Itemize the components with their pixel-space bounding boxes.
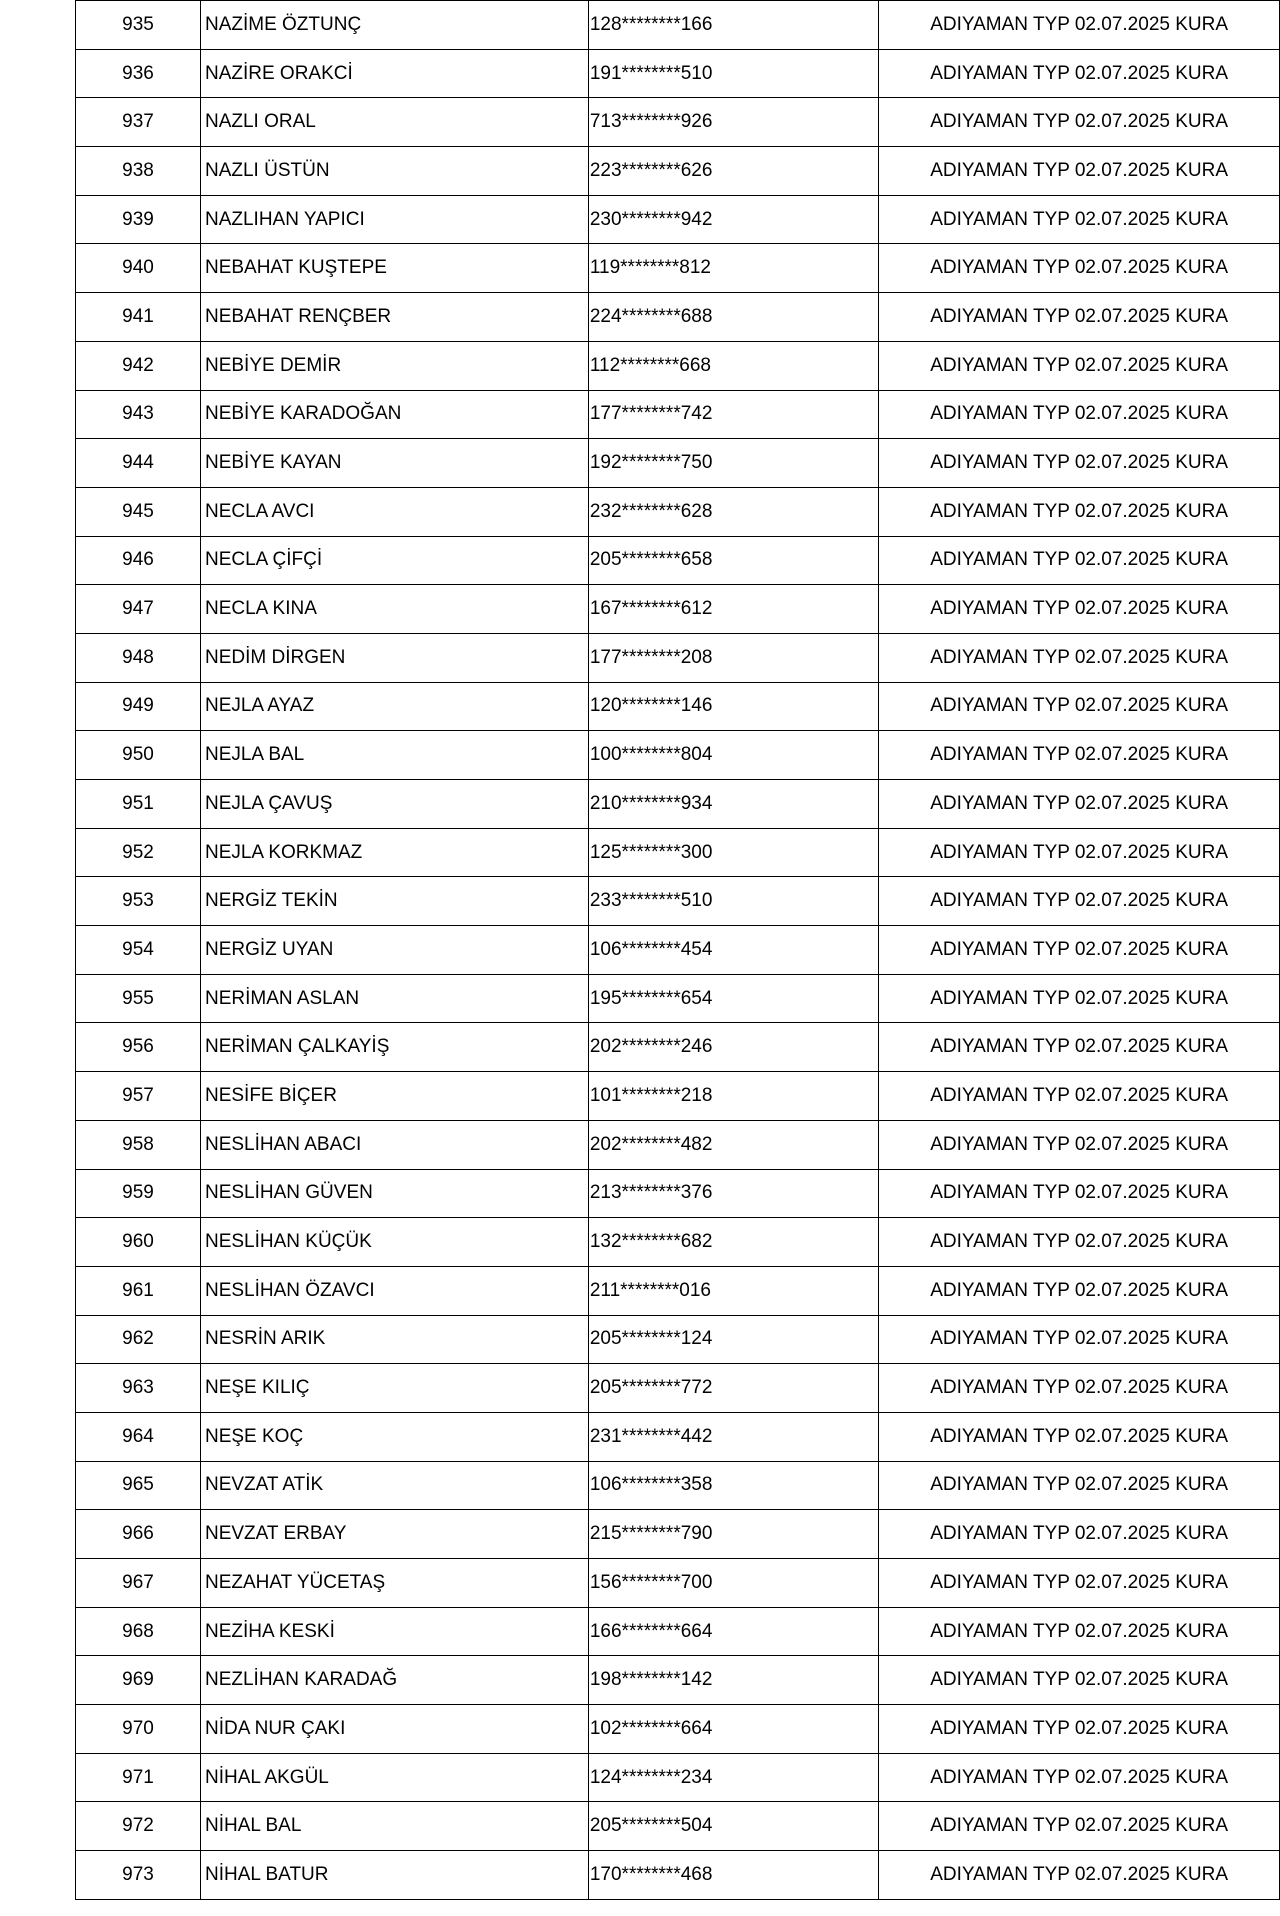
table-row bbox=[76, 487, 1280, 536]
name-cell: NEJLA ÇAVUŞ bbox=[200, 780, 588, 829]
id-number-cell: 177********208 bbox=[588, 633, 878, 682]
row-number-cell: 943 bbox=[76, 390, 201, 439]
name-cell: NEVZAT ERBAY bbox=[200, 1510, 588, 1559]
row-number-cell: 964 bbox=[76, 1412, 201, 1461]
note-cell: ADIYAMAN TYP 02.07.2025 KURA bbox=[879, 877, 1280, 926]
note-cell: ADIYAMAN TYP 02.07.2025 KURA bbox=[879, 195, 1280, 244]
note-cell: ADIYAMAN TYP 02.07.2025 KURA bbox=[879, 585, 1280, 634]
note-cell: ADIYAMAN TYP 02.07.2025 KURA bbox=[879, 1510, 1280, 1559]
name-cell: NERGİZ TEKİN bbox=[200, 877, 588, 926]
id-number-cell: 120********146 bbox=[588, 682, 878, 731]
name-cell: NEDİM DİRGEN bbox=[200, 633, 588, 682]
row-number-cell: 956 bbox=[76, 1023, 201, 1072]
row-number-cell: 973 bbox=[76, 1851, 201, 1900]
note-cell: ADIYAMAN TYP 02.07.2025 KURA bbox=[879, 293, 1280, 342]
table-row bbox=[76, 98, 1280, 147]
row-number-cell: 968 bbox=[76, 1607, 201, 1656]
note-cell: ADIYAMAN TYP 02.07.2025 KURA bbox=[879, 1169, 1280, 1218]
note-cell: ADIYAMAN TYP 02.07.2025 KURA bbox=[879, 1705, 1280, 1754]
note-cell: ADIYAMAN TYP 02.07.2025 KURA bbox=[879, 926, 1280, 975]
id-number-cell: 224********688 bbox=[588, 293, 878, 342]
row-number-cell: 938 bbox=[76, 147, 201, 196]
id-number-cell: 195********654 bbox=[588, 974, 878, 1023]
name-cell: NAZİRE ORAKCİ bbox=[200, 49, 588, 98]
note-cell: ADIYAMAN TYP 02.07.2025 KURA bbox=[879, 1461, 1280, 1510]
name-cell: NAZLI ÜSTÜN bbox=[200, 147, 588, 196]
table-row bbox=[76, 877, 1280, 926]
name-cell: NERİMAN ASLAN bbox=[200, 974, 588, 1023]
row-number-cell: 946 bbox=[76, 536, 201, 585]
id-number-cell: 213********376 bbox=[588, 1169, 878, 1218]
table-row bbox=[76, 974, 1280, 1023]
name-cell: NERGİZ UYAN bbox=[200, 926, 588, 975]
note-cell: ADIYAMAN TYP 02.07.2025 KURA bbox=[879, 341, 1280, 390]
table-row bbox=[76, 731, 1280, 780]
id-number-cell: 232********628 bbox=[588, 487, 878, 536]
name-cell: NESLİHAN GÜVEN bbox=[200, 1169, 588, 1218]
row-number-cell: 971 bbox=[76, 1753, 201, 1802]
table-row bbox=[76, 1315, 1280, 1364]
name-cell: NEBAHAT KUŞTEPE bbox=[200, 244, 588, 293]
id-number-cell: 211********016 bbox=[588, 1266, 878, 1315]
name-cell: NEBAHAT RENÇBER bbox=[200, 293, 588, 342]
note-cell: ADIYAMAN TYP 02.07.2025 KURA bbox=[879, 1315, 1280, 1364]
name-cell: NECLA ÇİFÇİ bbox=[200, 536, 588, 585]
note-cell: ADIYAMAN TYP 02.07.2025 KURA bbox=[879, 98, 1280, 147]
note-cell: ADIYAMAN TYP 02.07.2025 KURA bbox=[879, 487, 1280, 536]
name-cell: NİDA NUR ÇAKI bbox=[200, 1705, 588, 1754]
note-cell: ADIYAMAN TYP 02.07.2025 KURA bbox=[879, 1559, 1280, 1608]
table-row bbox=[76, 633, 1280, 682]
row-number-cell: 937 bbox=[76, 98, 201, 147]
name-cell: NEVZAT ATİK bbox=[200, 1461, 588, 1510]
id-number-cell: 231********442 bbox=[588, 1412, 878, 1461]
note-cell: ADIYAMAN TYP 02.07.2025 KURA bbox=[879, 1218, 1280, 1267]
id-number-cell: 125********300 bbox=[588, 828, 878, 877]
note-cell: ADIYAMAN TYP 02.07.2025 KURA bbox=[879, 1072, 1280, 1121]
note-cell: ADIYAMAN TYP 02.07.2025 KURA bbox=[879, 1266, 1280, 1315]
row-number-cell: 962 bbox=[76, 1315, 201, 1364]
row-number-cell: 955 bbox=[76, 974, 201, 1023]
row-number-cell: 954 bbox=[76, 926, 201, 975]
table-row bbox=[76, 828, 1280, 877]
note-cell: ADIYAMAN TYP 02.07.2025 KURA bbox=[879, 1120, 1280, 1169]
name-cell: NİHAL AKGÜL bbox=[200, 1753, 588, 1802]
id-number-cell: 128********166 bbox=[588, 1, 878, 50]
table-row bbox=[76, 390, 1280, 439]
note-cell: ADIYAMAN TYP 02.07.2025 KURA bbox=[879, 731, 1280, 780]
row-number-cell: 947 bbox=[76, 585, 201, 634]
row-number-cell: 948 bbox=[76, 633, 201, 682]
id-number-cell: 102********664 bbox=[588, 1705, 878, 1754]
id-number-cell: 167********612 bbox=[588, 585, 878, 634]
id-number-cell: 170********468 bbox=[588, 1851, 878, 1900]
name-cell: NEZİHA KESKİ bbox=[200, 1607, 588, 1656]
table-row bbox=[76, 1023, 1280, 1072]
id-number-cell: 198********142 bbox=[588, 1656, 878, 1705]
id-number-cell: 132********682 bbox=[588, 1218, 878, 1267]
table-row bbox=[76, 195, 1280, 244]
note-cell: ADIYAMAN TYP 02.07.2025 KURA bbox=[879, 1753, 1280, 1802]
table-row bbox=[76, 293, 1280, 342]
name-cell: NAZLIHAN YAPICI bbox=[200, 195, 588, 244]
name-cell: NAZİME ÖZTUNÇ bbox=[200, 1, 588, 50]
note-cell: ADIYAMAN TYP 02.07.2025 KURA bbox=[879, 536, 1280, 585]
note-cell: ADIYAMAN TYP 02.07.2025 KURA bbox=[879, 633, 1280, 682]
row-number-cell: 936 bbox=[76, 49, 201, 98]
note-cell: ADIYAMAN TYP 02.07.2025 KURA bbox=[879, 1607, 1280, 1656]
id-number-cell: 210********934 bbox=[588, 780, 878, 829]
table-row bbox=[76, 926, 1280, 975]
table-row bbox=[76, 1, 1280, 50]
name-cell: NESİFE BİÇER bbox=[200, 1072, 588, 1121]
note-cell: ADIYAMAN TYP 02.07.2025 KURA bbox=[879, 439, 1280, 488]
table-row bbox=[76, 1510, 1280, 1559]
id-number-cell: 119********812 bbox=[588, 244, 878, 293]
name-cell: NESLİHAN KÜÇÜK bbox=[200, 1218, 588, 1267]
note-cell: ADIYAMAN TYP 02.07.2025 KURA bbox=[879, 1802, 1280, 1851]
table-row bbox=[76, 1266, 1280, 1315]
table-row bbox=[76, 147, 1280, 196]
note-cell: ADIYAMAN TYP 02.07.2025 KURA bbox=[879, 49, 1280, 98]
note-cell: ADIYAMAN TYP 02.07.2025 KURA bbox=[879, 1023, 1280, 1072]
table-row bbox=[76, 585, 1280, 634]
table-row bbox=[76, 1607, 1280, 1656]
id-number-cell: 112********668 bbox=[588, 341, 878, 390]
name-cell: NEJLA KORKMAZ bbox=[200, 828, 588, 877]
row-number-cell: 953 bbox=[76, 877, 201, 926]
row-number-cell: 935 bbox=[76, 1, 201, 50]
results-table bbox=[75, 0, 1280, 1900]
row-number-cell: 941 bbox=[76, 293, 201, 342]
id-number-cell: 124********234 bbox=[588, 1753, 878, 1802]
table-row bbox=[76, 439, 1280, 488]
id-number-cell: 156********700 bbox=[588, 1559, 878, 1608]
name-cell: NEŞE KILIÇ bbox=[200, 1364, 588, 1413]
name-cell: NEBİYE DEMİR bbox=[200, 341, 588, 390]
id-number-cell: 101********218 bbox=[588, 1072, 878, 1121]
table-row bbox=[76, 1169, 1280, 1218]
row-number-cell: 940 bbox=[76, 244, 201, 293]
note-cell: ADIYAMAN TYP 02.07.2025 KURA bbox=[879, 390, 1280, 439]
id-number-cell: 215********790 bbox=[588, 1510, 878, 1559]
table-row bbox=[76, 1851, 1280, 1900]
table-row bbox=[76, 1461, 1280, 1510]
name-cell: NECLA KINA bbox=[200, 585, 588, 634]
note-cell: ADIYAMAN TYP 02.07.2025 KURA bbox=[879, 244, 1280, 293]
row-number-cell: 970 bbox=[76, 1705, 201, 1754]
id-number-cell: 205********504 bbox=[588, 1802, 878, 1851]
table-row bbox=[76, 341, 1280, 390]
name-cell: NERİMAN ÇALKAYİŞ bbox=[200, 1023, 588, 1072]
table-row bbox=[76, 1364, 1280, 1413]
name-cell: NESRİN ARIK bbox=[200, 1315, 588, 1364]
name-cell: NAZLI ORAL bbox=[200, 98, 588, 147]
table-row bbox=[76, 536, 1280, 585]
table-row bbox=[76, 1218, 1280, 1267]
results-table-body bbox=[76, 1, 1280, 1900]
row-number-cell: 961 bbox=[76, 1266, 201, 1315]
id-number-cell: 106********358 bbox=[588, 1461, 878, 1510]
id-number-cell: 100********804 bbox=[588, 731, 878, 780]
id-number-cell: 191********510 bbox=[588, 49, 878, 98]
name-cell: NEJLA AYAZ bbox=[200, 682, 588, 731]
id-number-cell: 230********942 bbox=[588, 195, 878, 244]
row-number-cell: 957 bbox=[76, 1072, 201, 1121]
row-number-cell: 965 bbox=[76, 1461, 201, 1510]
row-number-cell: 960 bbox=[76, 1218, 201, 1267]
name-cell: NEBİYE KAYAN bbox=[200, 439, 588, 488]
name-cell: NEZLİHAN KARADAĞ bbox=[200, 1656, 588, 1705]
id-number-cell: 223********626 bbox=[588, 147, 878, 196]
table-row bbox=[76, 244, 1280, 293]
row-number-cell: 967 bbox=[76, 1559, 201, 1608]
note-cell: ADIYAMAN TYP 02.07.2025 KURA bbox=[879, 1, 1280, 50]
row-number-cell: 963 bbox=[76, 1364, 201, 1413]
row-number-cell: 972 bbox=[76, 1802, 201, 1851]
row-number-cell: 944 bbox=[76, 439, 201, 488]
name-cell: NESLİHAN ABACI bbox=[200, 1120, 588, 1169]
table-row bbox=[76, 1072, 1280, 1121]
note-cell: ADIYAMAN TYP 02.07.2025 KURA bbox=[879, 1364, 1280, 1413]
note-cell: ADIYAMAN TYP 02.07.2025 KURA bbox=[879, 780, 1280, 829]
table-row bbox=[76, 1705, 1280, 1754]
note-cell: ADIYAMAN TYP 02.07.2025 KURA bbox=[879, 1412, 1280, 1461]
table-row bbox=[76, 1412, 1280, 1461]
table-row bbox=[76, 1753, 1280, 1802]
table-row bbox=[76, 1559, 1280, 1608]
table-row bbox=[76, 682, 1280, 731]
row-number-cell: 945 bbox=[76, 487, 201, 536]
id-number-cell: 177********742 bbox=[588, 390, 878, 439]
name-cell: NİHAL BATUR bbox=[200, 1851, 588, 1900]
note-cell: ADIYAMAN TYP 02.07.2025 KURA bbox=[879, 1851, 1280, 1900]
name-cell: NEZAHAT YÜCETAŞ bbox=[200, 1559, 588, 1608]
note-cell: ADIYAMAN TYP 02.07.2025 KURA bbox=[879, 828, 1280, 877]
table-row bbox=[76, 1120, 1280, 1169]
row-number-cell: 951 bbox=[76, 780, 201, 829]
name-cell: NİHAL BAL bbox=[200, 1802, 588, 1851]
note-cell: ADIYAMAN TYP 02.07.2025 KURA bbox=[879, 974, 1280, 1023]
name-cell: NECLA AVCI bbox=[200, 487, 588, 536]
id-number-cell: 233********510 bbox=[588, 877, 878, 926]
id-number-cell: 205********772 bbox=[588, 1364, 878, 1413]
name-cell: NEŞE KOÇ bbox=[200, 1412, 588, 1461]
id-number-cell: 205********658 bbox=[588, 536, 878, 585]
id-number-cell: 713********926 bbox=[588, 98, 878, 147]
id-number-cell: 202********246 bbox=[588, 1023, 878, 1072]
table-row bbox=[76, 1802, 1280, 1851]
row-number-cell: 969 bbox=[76, 1656, 201, 1705]
id-number-cell: 192********750 bbox=[588, 439, 878, 488]
row-number-cell: 942 bbox=[76, 341, 201, 390]
note-cell: ADIYAMAN TYP 02.07.2025 KURA bbox=[879, 1656, 1280, 1705]
id-number-cell: 166********664 bbox=[588, 1607, 878, 1656]
name-cell: NESLİHAN ÖZAVCI bbox=[200, 1266, 588, 1315]
table-row bbox=[76, 1656, 1280, 1705]
id-number-cell: 202********482 bbox=[588, 1120, 878, 1169]
name-cell: NEJLA BAL bbox=[200, 731, 588, 780]
row-number-cell: 949 bbox=[76, 682, 201, 731]
name-cell: NEBİYE KARADOĞAN bbox=[200, 390, 588, 439]
row-number-cell: 959 bbox=[76, 1169, 201, 1218]
row-number-cell: 939 bbox=[76, 195, 201, 244]
row-number-cell: 950 bbox=[76, 731, 201, 780]
row-number-cell: 952 bbox=[76, 828, 201, 877]
note-cell: ADIYAMAN TYP 02.07.2025 KURA bbox=[879, 147, 1280, 196]
row-number-cell: 958 bbox=[76, 1120, 201, 1169]
note-cell: ADIYAMAN TYP 02.07.2025 KURA bbox=[879, 682, 1280, 731]
table-row bbox=[76, 49, 1280, 98]
id-number-cell: 106********454 bbox=[588, 926, 878, 975]
row-number-cell: 966 bbox=[76, 1510, 201, 1559]
id-number-cell: 205********124 bbox=[588, 1315, 878, 1364]
table-row bbox=[76, 780, 1280, 829]
